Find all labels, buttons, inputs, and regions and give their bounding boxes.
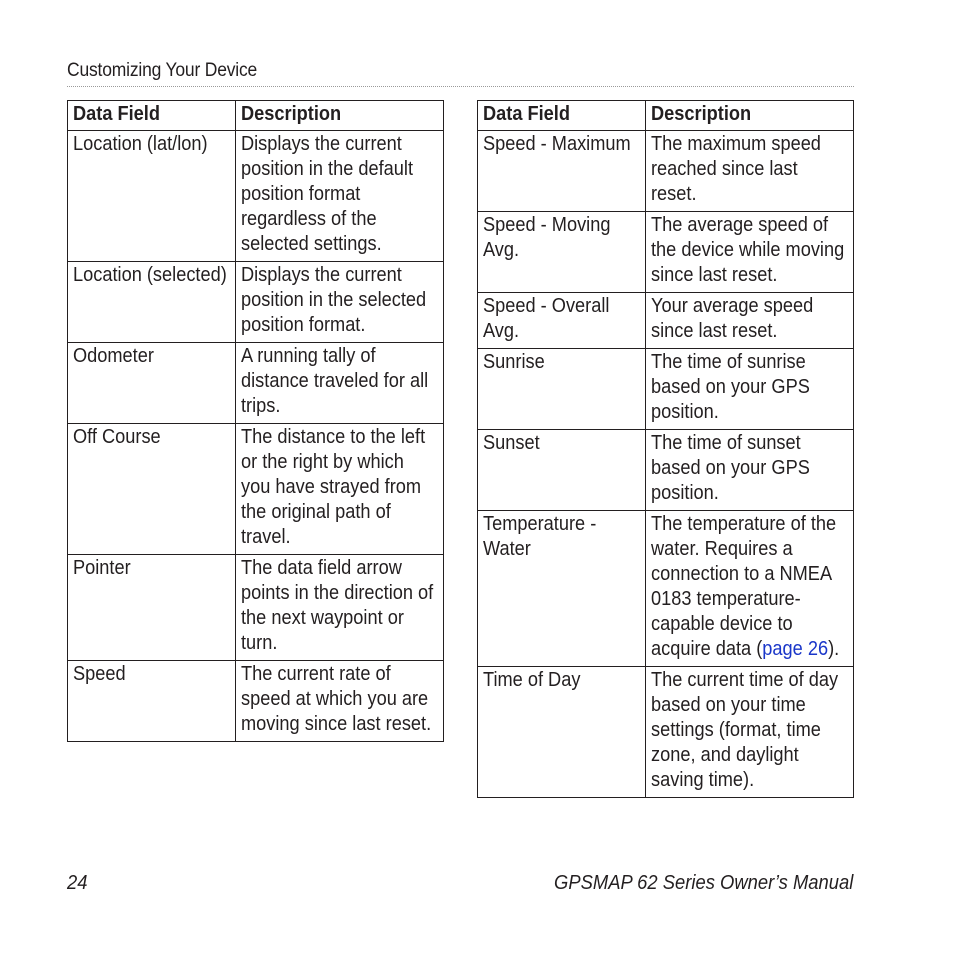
table-row	[68, 343, 444, 424]
description-cell: A running tally of distance traveled for all trips.	[236, 343, 444, 424]
description-text: ).	[828, 638, 840, 660]
description-cell: Displays the current position in the default position format regardless of the selected settings.	[236, 131, 444, 262]
description-cell: The current time of day based on your time settings (format, time zone, and daylight saving time).	[646, 667, 854, 798]
column-header-description: Description	[236, 101, 444, 131]
column-header-description: Description	[646, 101, 854, 131]
section-title: Customizing Your Device	[67, 60, 258, 81]
field-cell: Odometer	[68, 343, 236, 424]
description-cell: The maximum speed reached since last reset.	[646, 131, 854, 212]
field-cell: Pointer	[68, 555, 236, 661]
field-cell: Temperature - Water	[478, 511, 646, 667]
table-row	[478, 430, 854, 511]
description-text: The temperature of the water. Requires a connection to a NMEA 0183 temperature-capable device to acquire data (	[651, 513, 837, 660]
table-header-row	[68, 101, 444, 131]
field-cell: Speed - Moving Avg.	[478, 212, 646, 293]
description-cell: The distance to the left or the right by which you have strayed from the original path of travel.	[236, 424, 444, 555]
description-cell	[646, 511, 854, 667]
data-field-table-right	[477, 100, 854, 798]
description-cell: The data field arrow points in the direction of the next waypoint or turn.	[236, 555, 444, 661]
description-cell: The average speed of the device while moving since last reset.	[646, 212, 854, 293]
field-cell: Speed - Overall Avg.	[478, 293, 646, 349]
field-cell: Time of Day	[478, 667, 646, 798]
table-row	[68, 424, 444, 555]
description-cell: The time of sunrise based on your GPS position.	[646, 349, 854, 430]
field-cell: Sunset	[478, 430, 646, 511]
table-row	[68, 131, 444, 262]
field-cell: Off Course	[68, 424, 236, 555]
table-row	[478, 293, 854, 349]
table-row	[478, 212, 854, 293]
description-cell: Your average speed since last reset.	[646, 293, 854, 349]
page-number: 24	[67, 872, 88, 894]
description-cell: The time of sunset based on your GPS position.	[646, 430, 854, 511]
field-cell: Location (selected)	[68, 262, 236, 343]
table-row	[478, 667, 854, 798]
table-row	[478, 349, 854, 430]
table-row	[478, 511, 854, 667]
page-link[interactable]: page 26	[762, 638, 829, 660]
header-divider	[67, 86, 854, 87]
field-cell: Location (lat/lon)	[68, 131, 236, 262]
table-row	[68, 661, 444, 742]
manual-title: GPSMAP 62 Series Owner’s Manual	[553, 872, 853, 894]
table-row	[68, 262, 444, 343]
column-header-data-field: Data Field	[478, 101, 646, 131]
data-field-table-left	[67, 100, 444, 742]
column-header-data-field: Data Field	[68, 101, 236, 131]
description-cell: The current rate of speed at which you are moving since last reset.	[236, 661, 444, 742]
table-row	[68, 555, 444, 661]
table-header-row	[478, 101, 854, 131]
field-cell: Sunrise	[478, 349, 646, 430]
field-cell: Speed - Maximum	[478, 131, 646, 212]
description-cell: Displays the current position in the selected position format.	[236, 262, 444, 343]
field-cell: Speed	[68, 661, 236, 742]
table-row	[478, 131, 854, 212]
